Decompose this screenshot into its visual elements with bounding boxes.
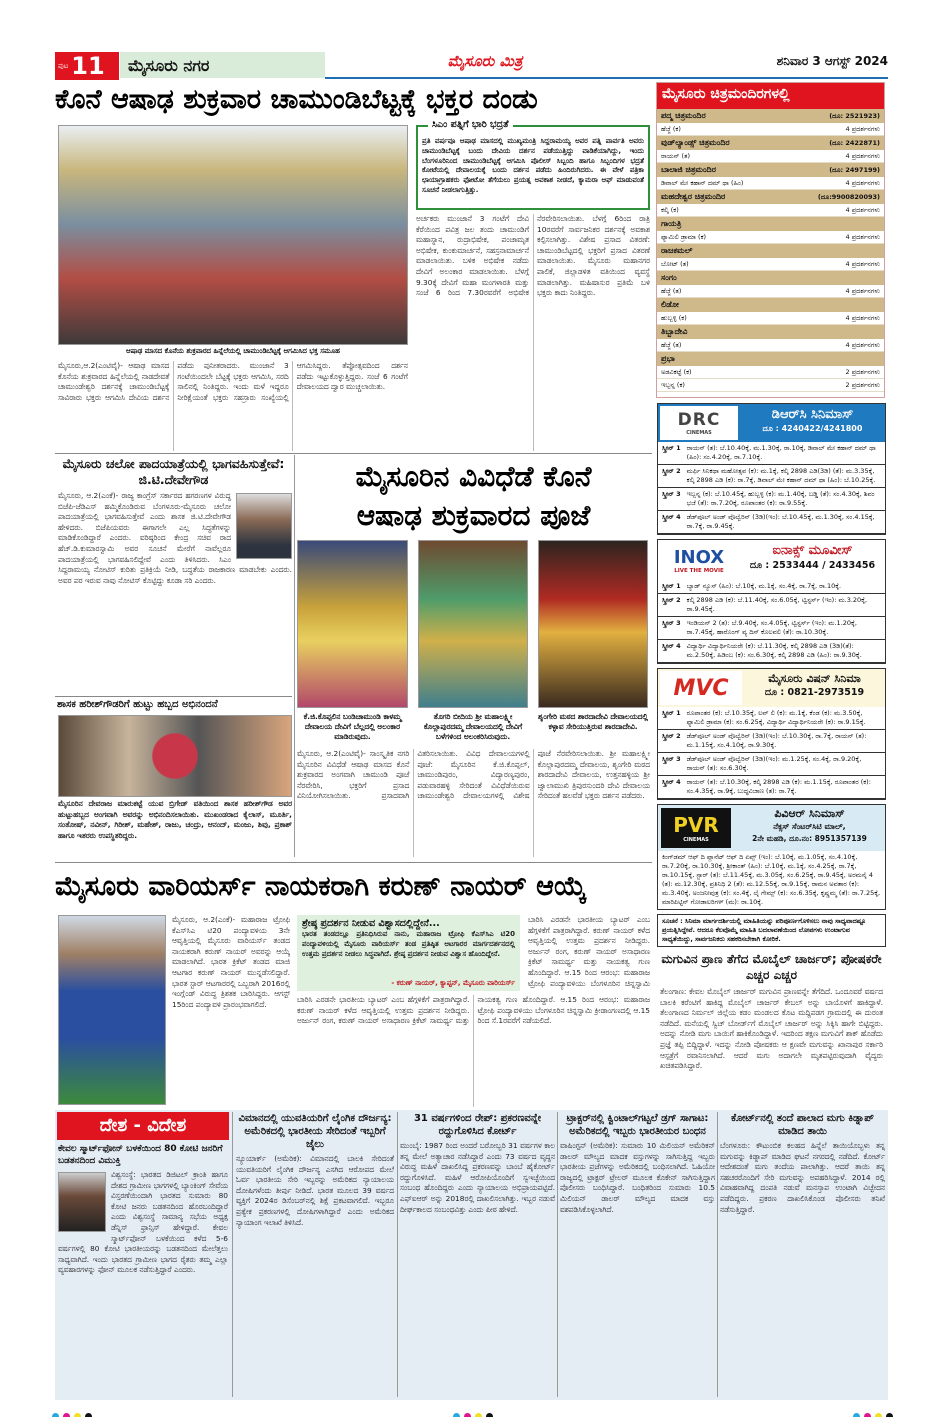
karun-headline: ಮೈಸೂರು ವಾರಿಯರ್ಸ್ ನಾಯಕರಾಗಿ ಕರುಣ್ ನಾಯರ್ ಆಯ್ಕೆ — [55, 871, 587, 902]
shows-label: ಪ್ರದರ್ಶನಗಳು — [851, 340, 880, 349]
shows-label: ಪ್ರದರ್ಶನಗಳು — [851, 313, 880, 322]
lead-photo-caption: ಆಷಾಢ ಮಾಸದ ಕೊನೆಯ ಶುಕ್ರವಾರದ ಹಿನ್ನೆಲೆಯಲ್ಲಿ ಚಾಮುಂಡಿಬೆಟ್ಟಕ್ಕೆ ಆಗಮಿಸಿದ ಭಕ್ತ ಸಮೂಹ — [126, 347, 340, 355]
movie-row — [657, 379, 884, 392]
inox-logo — [658, 540, 740, 580]
shows-label: ಪ್ರದರ್ಶನಗಳು — [851, 367, 880, 376]
divider — [55, 862, 652, 863]
inox-logo-sub: LIVE THE MOVIE — [674, 567, 724, 574]
divider — [294, 455, 295, 857]
lead-body-left: ಮೈಸೂರು,ಆ.2(ಎಂಟಿವೈ)- ಆಷಾಢ ಮಾಸದ ಕೊನೆಯ ಶುಕ್ರವಾರದ ಹಿನ್ನೆಲೆಯಲ್ಲಿ ನಾಡದೇವತೆ ಚಾಮುಂಡೇಶ್ವರಿ ದರ್ಶನಕ್ಕೆ ಚಾಮುಂಡಿಬೆಟ್ಟಕ್ಕೆ ಸಾವಿರಾರು ಭಕ್ತರು ಆಗಮಿಸಿ ದೇವಿಯ ದರ್ಶನ ಪಡೆದು ಪುನೀತರಾದರು. ಮುಂಜಾನೆ 3 ಗಂಟೆಯಿಂದಲೇ ಬೆಟ್ಟಕ್ಕೆ ಭಕ್ತರು ಆಗಮಿಸಿ, ಸರದಿ ಸಾಲಿನಲ್ಲಿ ನಿಂತಿದ್ದರು. ಇಂದು ಮಳೆ ಇದ್ದರೂ ನೀರಿಕ್ಷೆಯಂತೆ ಭಕ್ತರು ಸಹಸ್ರಾರು ಸಂಖ್ಯೆಯಲ್ಲಿ ಆಗಮಿಸಿದ್ದರು. ತೆಪ್ಪೋತ್ಸವದಿಂದ ದರ್ಶನ ಪಡೆದು ಇಟ್ಟುಕೊಳ್ಳುತ್ತಿದ್ದರು. ಸಂಜೆ 6 ಗಂಟೆಗೆ ದೇವಾಲಯದ ದ್ವಾರ ಮುಚ್ಚಲಾಯಿತು. — [58, 361, 408, 402]
theatre-header — [657, 244, 884, 258]
story-headline: 31 ವರ್ಷಗಳಿಂದ ರೇಪ್: ಪ್ರಕರಣವನ್ನೇ ರದ್ದುಗೊಳಿಸಿದ ಕೋರ್ಟ್ — [413, 1113, 542, 1137]
movie-title: ಫ್ಯಾಮಿಲಿ ಡ್ರಾಮಾ (ಕ) — [661, 232, 707, 241]
karun-quote-author: - ಕರುಣ್ ನಾಯರ್, ಕ್ಯಾಪ್ಟನ್, ಮೈಸೂರು ವಾರಿಯರ್ಸ್ — [391, 979, 515, 987]
screen-showtimes: ಬ್ಯಾಡ್ ನ್ಯೂಸ್ (ಹಿಂ): ಬೆ.10ಕ್ಕೆ, ಮ.1ಕ್ಕೆ, ಸಂ.4ಕ್ಕೆ, ರಾ.7ಕ್ಕೆ, ರಾ.10ಕ್ಕೆ. — [686, 582, 842, 590]
screen-showtimes: ಮರ್ಫಿ ಸಿನಿಕಥಾ ಮಹೋತ್ಸವ (ಕ): ಮ.1ಕ್ಕೆ, ಕಲ್ಕಿ 2898 ಎಡಿ(3ಡಿ) (ತೆ): ಮ.3.35ಕ್ಕೆ, ಕಲ್ಕಿ 2898 ಎಡಿ (ಕ): ರಾ.7ಕ್ಕೆ, ಡಿವಾಲ್ ಮೇ ಕಹಾನ್ ದಮ್ ಥಾ (ಹಿಂ): ಬೆ.10.25ಕ್ಕೆ. — [686, 467, 876, 484]
karun-quote-title: ಶ್ರೇಷ್ಠ ಪ್ರದರ್ಶನ ನೀಡುವ ವಿಶ್ವಾಸದಲ್ಲಿದ್ದೇನೆ... — [302, 918, 440, 929]
drc-phone: ದೂ : 4240422/4241800 — [762, 424, 863, 433]
theatre-name: ಸಂಗಂ — [661, 273, 677, 282]
story-body: ವಾಷಿಂಗ್ಟನ್ (ಅಮೆರಿಕ): ಸುಮಾರು 10 ಮಿಲಿಯನ್ ಅಮೆರಿಕನ್ ಡಾಲರ್ ಮೌಲ್ಯದ ಮಾದಕ ವಸ್ತುಗಳನ್ನು ಸಾಗಿಸುತ್ತಿದ್ದ ಇಬ್ಬರು ಭಾರತೀಯ ಪ್ರಜೆಗಳನ್ನು ಅಮೆರಿಕದಲ್ಲಿ ಬಂಧಿಸಲಾಗಿದೆ. ಓಹಿಯೋ ರಾಜ್ಯದಲ್ಲಿ ಟ್ರಾಕ್ಟರ್ ಟ್ರೇಲರ್ ಮೂಲಕ ಕೊಕೇನ್ ಸಾಗಿಸುತ್ತಿದ್ದಾಗ ಪೊಲೀಸರು ಬಂಧಿಸಿದ್ದಾರೆ. ಬಂಧಿತರಿಂದ ಸುಮಾರು 10.5 ಮಿಲಿಯನ್ ಡಾಲರ್ ಮೌಲ್ಯದ ಮಾದಕ ವಸ್ತು ವಶಪಡಿಸಿಕೊಳ್ಳಲಾಗಿದೆ. — [560, 1141, 715, 1214]
mvc-phone: ದೂ : 0821-2973519 — [764, 687, 865, 698]
theatre-header — [657, 271, 884, 285]
screen-label: ಸ್ಕ್ರೀನ್ 4 — [662, 778, 681, 786]
story-body: ಬೆಂಗಳೂರು: ಕೌಟುಂಬಿಕ ಕಲಹದ ಹಿನ್ನೆಲೆ ತಾಯಿಯೊಬ್ಬಳು ತನ್ನ ಮಗುವನ್ನು ಕಿಡ್ನಾಪ್ ಮಾಡಿದ ಘಟನೆ ನಗರದಲ್ಲಿ ನಡೆದಿದೆ. ಕೋರ್ಟ್ ಆದೇಶದಂತೆ ಮಗು ತಂದೆಯ ಪಾಲಾಗಿತ್ತು. ಆದರೆ ತಾಯಿ ತನ್ನ ಸಹಚರರೊಂದಿಗೆ ಸೇರಿ ಮಗುವನ್ನು ಅಪಹರಿಸಿದ್ದಾಳೆ. 2014 ರಲ್ಲಿ ವಿವಾಹವಾಗಿದ್ದ ದಂಪತಿ ನಡುವೆ ಮನಸ್ತಾಪ ಉಂಟಾಗಿ ವಿಚ್ಛೇದನ ಪಡೆದಿದ್ದರು. ಪ್ರಕರಣ ದಾಖಲಿಸಿಕೊಂಡ ಪೊಲೀಸರು ತನಿಖೆ ನಡೆಸುತ್ತಿದ್ದಾರೆ. — [720, 1141, 885, 1214]
pvr-cinema-ad — [657, 804, 886, 910]
show-count: 4 — [845, 259, 850, 268]
screen-row — [658, 730, 885, 753]
karun-body-left: ಮೈಸೂರು, ಆ.2(ಎಂಕೆ)- ಮಹಾರಾಜ ಟ್ರೋಫಿ ಕೆಎಸ್‌ಸಿಎ ಟಿ20 ಪಂದ್ಯಾವಳಿಯ 3ನೇ ಆವೃತ್ತಿಯಲ್ಲಿ ಮೈಸೂರು ವಾರಿಯರ್ಸ್ ತಂಡದ ನಾಯಕರಾಗಿ ಕರುಣ್ ನಾಯರ್ ಅವರನ್ನು ಆಯ್ಕೆ ಮಾಡಲಾಗಿದೆ. ಭಾರತ ಕ್ರಿಕೆಟ್ ತಂಡದ ಮಾಜಿ ಆಟಗಾರ ಕರುಣ್ ನಾಯರ್ ಮುನ್ನಡೆಸಲಿದ್ದಾರೆ. ಭಾರತ ಸ್ಟಾರ್ ಆಟಗಾರರಲ್ಲಿ ಒಬ್ಬರಾಗಿ 2016ರಲ್ಲಿ ಇಂಗ್ಲೆಂಡ್ ವಿರುದ್ಧ ತ್ರಿಶತಕ ಬಾರಿಸಿದ್ದರು. ಆಗಸ್ಟ್ 15ರಿಂದ ಪಂದ್ಯಾವಳಿ ಪ್ರಾರಂಭವಾಗಲಿದೆ. — [172, 915, 290, 1009]
movie-title: ಅಡವಿಕಟ್ಟೆ (ಕ) — [661, 367, 692, 376]
pvr-address: ನೆಕ್ಸಸ್ ಸೆಂಟರ್‌ಸಿಟಿ ಮಾಲ್, — [773, 822, 846, 831]
story-court — [400, 1112, 555, 1397]
screen-label: ಸ್ಕ್ರೀನ್ 1 — [662, 582, 681, 590]
screen-row — [658, 707, 885, 730]
lead-body-right: ಅರ್ಚಕರು ಮುಂಜಾನೆ 3 ಗಂಟೆಗೆ ದೇವಿ ಕೆರೆಯಿಂದ ಪವಿತ್ರ ಜಲ ತಂದು ಚಾಮುಂಡಿಗೆ ಮಹಾಸ್ನಾನ, ರುದ್ರಾಭಿಷೇಕ, ಪಂಚಾಮೃತ ಅಭಿಷೇಕ, ಕುಂಕುಮಾರ್ಚನೆ, ಸಹಸ್ರನಾಮಾರ್ಚನೆ ಮಾಡಲಾಯಿತು. ಬಳಿಕ ಅಭಿಷೇಕ ನಡೆದು ದೇವಿಗೆ ಅಲಂಕಾರ ಮಾಡಲಾಯಿತು. ಬೆಳಗ್ಗೆ 9.30ಕ್ಕೆ ದೇವಿಗೆ ಮಹಾ ಮಂಗಳಾರತಿ ಮತ್ತು ಸಂಜೆ 6 ರಿಂದ 7.30ರವರೆಗೆ ಅಭಿಷೇಕ ನೆರವೇರಿಸಲಾಯಿತು. ಬೆಳಗ್ಗೆ 6ರಿಂದ ರಾತ್ರಿ 10ರವರೆಗೆ ಸಾರ್ವಜನಿಕರ ದರ್ಶನಕ್ಕೆ ಅವಕಾಶ ಕಲ್ಪಿಸಲಾಗಿತ್ತು. ವಿಶೇಷ ಪ್ರಸಾದ ವಿತರಣೆ: ಚಾಮುಂಡಿಬೆಟ್ಟದಲ್ಲಿ ಭಕ್ತರಿಗೆ ಪ್ರಸಾದ ವಿತರಣೆ ಮಾಡಲಾಯಿತು. ಮೈಸೂರು ಮಹಾನಗರ ಪಾಲಿಕೆ, ಜಿಲ್ಲಾಡಳಿತ ವತಿಯಿಂದ ವ್ಯವಸ್ಥೆ ಮಾಡಲಾಗಿತ್ತು. ಮಹಿಷಾಸುರ ಪ್ರತಿಮೆ ಬಳಿ ಭಕ್ತರು ಕಾದು ನಿಂತಿದ್ದರು. — [416, 214, 650, 298]
charger-headline: ಮಗುವಿನ ಪ್ರಾಣ ತೆಗೆದ ಮೊಬೈಲ್ ಚಾರ್ಜರ್; ಪೋಷಕರೇ ಎಚ್ಚರ ಎಚ್ಚರ — [661, 952, 882, 982]
divider — [232, 1112, 233, 1397]
screen-label: ಸ್ಕ್ರೀನ್ 2 — [662, 596, 681, 604]
show-count: 4 — [845, 340, 850, 349]
screen-label: ಸ್ಕ್ರೀನ್ 2 — [662, 732, 681, 740]
story-drugs — [560, 1112, 715, 1397]
theatre-name: ಬಾಲಾಜಿ ಚಿತ್ರಮಂದಿರ — [661, 165, 716, 174]
theatre-header — [657, 163, 884, 177]
screen-showtimes: ಡೆಡ್‌ಪೂಲ್ ಅಂಡ್ ವೊಲ್ವೆರಿನ್ (3ಡಿ)(ಇಂ): ಬೆ.10.45ಕ್ಕೆ, ಮ.1.30ಕ್ಕೆ, ಸಂ.4.15ಕ್ಕೆ, ರಾ.7ಕ್ಕೆ, ರಾ.9.45ಕ್ಕೆ. — [686, 513, 875, 530]
puja-headline-line1: ಮೈಸೂರಿನ ವಿವಿಧೆಡೆ ಕೊನೆ — [355, 460, 592, 493]
divider — [397, 1112, 398, 1397]
puja-photo-1 — [297, 540, 408, 708]
theatre-phone: (ದೂ:9900820093) — [817, 192, 880, 201]
movie-row — [657, 285, 884, 298]
theatre-name: ಗಾಯತ್ರಿ — [661, 219, 682, 228]
mvc-logo: MVC — [660, 671, 742, 705]
divider — [55, 696, 292, 697]
harish-caption: ಮೈಸೂರಿನ ದೇವರಾಜ ಮಾರುಕಟ್ಟೆ ಯುವ ಬ್ರಿಗೇಡ್ ವತಿಯಿಂದ ಶಾಸಕ ಹರೀಶ್‌ಗೌಡ ಅವರ ಹುಟ್ಟುಹಬ್ಬದ ಅಂಗವಾಗಿ ಅವರನ್ನು ಅಭಿನಂದಿಸಲಾಯಿತು. ಮುಖಂಡರಾದ ಕೈಲಾಸ್, ಮೂರ್ತಿ, ಸಂತೋಷ್, ನವೀನ್, ಗಿರೀಶ್, ಮಹೇಶ್, ರಾಜು, ಚಂದ್ರು, ಆನಂದ್, ಮಂಜು, ಶಿವು, ಪ್ರಕಾಶ್ ಹಾಗೂ ಇತರರು ಉಪಸ್ಥಿತರಿದ್ದರು. — [58, 799, 292, 840]
theatre-phone: (ದೂ: 2422871) — [829, 138, 880, 147]
drc-cinema-ad — [657, 403, 886, 535]
page-number-badge — [55, 52, 119, 80]
movie-row — [657, 258, 884, 271]
divider — [717, 1112, 718, 1397]
movie-title: ಹುಬ್ಬಳ್ಳಿ (ಕ) — [661, 313, 687, 322]
inox-screens — [658, 580, 885, 663]
movie-title: ಹೆಜ್ಜೆ (ಕ) — [661, 124, 681, 133]
movie-title: ರಾಯನ್ (ತ) — [661, 151, 690, 160]
story-body-wrap — [58, 1170, 228, 1276]
section-title: ಮೈಸೂರು ನಗರ — [120, 52, 325, 78]
story-body: ಮುಂಬೈ: 1987 ರಿಂದ ಅಂದರೆ ಬರೋಬ್ಬರಿ 31 ವರ್ಷಗಳ ಕಾಲ ತನ್ನ ಮೇಲೆ ಅತ್ಯಾಚಾರ ನಡೆಸಿದ್ದಾರೆ ಎಂದು 73 ವರ್ಷದ ವೃದ್ಧನ ವಿರುದ್ಧ ಮಹಿಳೆ ದಾಖಲಿಸಿದ್ದ ಪ್ರಕರಣವನ್ನು ಬಾಂಬೆ ಹೈಕೋರ್ಟ್ ರದ್ದುಗೊಳಿಸಿದೆ. ಮಹಿಳೆ ಆರೋಪಿಯೊಂದಿಗೆ ಸ್ವಇಚ್ಛೆಯಿಂದ ಸಂಬಂಧ ಹೊಂದಿದ್ದರು ಎಂದು ನ್ಯಾಯಾಲಯ ಅಭಿಪ್ರಾಯಪಟ್ಟಿದೆ. ಎಫ್‌ಐಆರ್ ಅನ್ನು 2018ರಲ್ಲಿ ದಾಖಲಿಸಲಾಗಿತ್ತು. ಇಬ್ಬರ ನಡುವೆ ದೀರ್ಘಕಾಲದ ಸಂಬಂಧವಿತ್ತು ಎಂದು ಪೀಠ ಹೇಳಿದೆ. — [400, 1141, 555, 1214]
story-body: ವಿಶ್ವಸಂಸ್ಥೆ: ಭಾರತದ ಡಿಜಿಟಲ್ ಕ್ರಾಂತಿ ಹಾಗೂ ದೇಶದ ಗ್ರಾಮೀಣ ಭಾಗಗಳಲ್ಲಿ ಬ್ಯಾಂಕಿಂಗ್ ಸೇವೆಯ ವಿಸ್ತರಣೆಯಿಂದಾಗಿ ಭಾರತದ ಸುಮಾರು 80 ಕೋಟಿ ಜನರು ಬಡತನದಿಂದ ಹೊರಬಂದಿದ್ದಾರೆ ಎಂದು ವಿಶ್ವಸಂಸ್ಥೆ ಸಾಮಾನ್ಯ ಸಭೆಯ ಅಧ್ಯಕ್ಷ ಡೆನ್ನಿಸ್ ಫ್ರಾನ್ಸಿಸ್ ಹೇಳಿದ್ದಾರೆ. ಕೇವಲ ಸ್ಮಾರ್ಟ್‌ಫೋನ್ ಬಳಕೆಯಿಂದ ಕಳೆದ 5-6 ವರ್ಷಗಳಲ್ಲಿ 80 ಕೋಟಿ ಭಾರತೀಯರನ್ನು ಬಡತನದಿಂದ ಮೇಲೆತ್ತಲು ಸಾಧ್ಯವಾಗಿದೆ. ಇಂದು ಭಾರತದ ಗ್ರಾಮೀಣ ಭಾಗದ ರೈತರು ತಮ್ಮ ಎಲ್ಲಾ ವ್ಯವಹಾರಗಳನ್ನು ಫೋನ್ ಮೂಲಕ ನಡೆಸುತ್ತಿದ್ದಾರೆ ಎಂದರು. — [58, 1170, 228, 1275]
screen-label: ಸ್ಕ್ರೀನ್ 1 — [662, 709, 681, 717]
theatre-header — [657, 325, 884, 339]
header-rule — [325, 77, 888, 79]
puja-caption-3: ಶೃಂಗೇರಿ ಮಠದ ಶಾರದಾದೇವಿ ದೇವಾಲಯದಲ್ಲಿ ಕಳ್ಳಾವ ಸೇರಿಯುತ್ತಿರುವ ಶಾರದಾದೇವಿ. — [538, 712, 648, 731]
show-count: 4 — [845, 313, 850, 322]
pvr-showtimes: ಕಿಂಗ್‌ಡಮ್ ಆಫ್ ದಿ ಪ್ಲಾನೆಟ್ ಆಫ್ ದಿ ಏಪ್ಸ್ (ಇಂ): ಬೆ.10ಕ್ಕೆ, ಮ.1.05ಕ್ಕೆ, ಸಂ.4.10ಕ್ಕೆ, ರಾ.7.20ಕ್ಕೆ, ರಾ.10.30ಕ್ಕೆ, ಶ್ರೀಕಾಂತ್ (ಹಿಂ): ಬೆ.10ಕ್ಕೆ, ಮ.1ಕ್ಕೆ, ಸಂ.4.25ಕ್ಕೆ, ರಾ.7ಕ್ಕೆ, ರಾ.10.15ಕ್ಕೆ, ಸ್ಟಾರ್ (ತ): ಬೆ.11.45ಕ್ಕೆ, ಮ.3.05ಕ್ಕೆ, ಸಂ.6.25ಕ್ಕೆ, ರಾ.9.45ಕ್ಕೆ, ಅರಮನೈ 4 (ತ): ಮ.12.30ಕ್ಕೆ, ಪ್ರತಿನಿಧಿ 2 (ತೆ): ಮ.12.55ಕ್ಕೆ, ರಾ.9.15ಕ್ಕೆ, ರಾಮನ ಅವತಾರ (ಕ): ಮ.3.40ಕ್ಕೆ, ಅಂಜನೀಪುತ್ರ (ಕ): ಸಂ.4ಕ್ಕೆ, ಲೈ ಗೇಮ್ಸ್ (ಕ): ಸಂ.6.35ಕ್ಕೆ, ಕೃಷ್ಣಮ್ಮ (ತೆ): ರಾ.7.25ಕ್ಕೆ, ಮಾರಿಪಿಟ್ಟಿನ್ ಗೋಡಾಲರಿಗಳ್ (ಮ): ರಾ.10ಕ್ಕೆ. — [662, 853, 881, 906]
gtd-portrait — [236, 493, 292, 559]
puja-body: ಮೈಸೂರು, ಆ.2(ಎಂಟಿವೈ)- ಸಾಂಸ್ಕೃತಿಕ ನಗರಿ ಮೈಸೂರಿನ ವಿವಿಧೆಡೆ ಆಷಾಢ ಮಾಸದ ಕೊನೆ ಶುಕ್ರವಾರದ ಅಂಗವಾಗಿ ಚಾಮುಂಡಿ ಪೂಜೆ ನೆರವೇರಿಸಿ, ಭಕ್ತರಿಗೆ ಪ್ರಸಾದ ವಿನಿಯೋಗಿಸಲಾಯಿತು. ಪ್ರಸಾದವಾಗಿ ವಿತರಿಸಲಾಯಿತು. ವಿವಿಧ ದೇವಾಲಯಗಳಲ್ಲಿ ಪೂಜೆ: ಮೈಸೂರಿನ ಕೆ.ಜಿ.ಕೊಪ್ಪಲ್, ಚಾಮುಂಡಿಪುರಂ, ವಿದ್ಯಾರಣ್ಯಪುರಂ, ಪಡುವಾರಹಳ್ಳಿ ಸೇರಿದಂತೆ ವಿವಿಧೆಡೆಯಿರುವ ಚಾಮುಂಡೇಶ್ವರಿ ದೇವಾಲಯಗಳಲ್ಲಿ ವಿಶೇಷ ಪೂಜೆ ನೆರವೇರಿಸಲಾಯಿತು. ಶ್ರೀ ಮಹಾಲಕ್ಷ್ಮೀ ಕೊಲ್ಲಾಪುರದಮ್ಮ ದೇವಾಲಯ, ಶೃಂಗೇರಿ ಮಠದ ಶಾರದಾದೇವಿ ದೇವಾಲಯ, ಉತ್ತನಹಳ್ಳಿಯ ಶ್ರೀ ಜ್ವಾಲಾಮುಖಿ ತ್ರಿಪುರಸುಂದರಿ ದೇವಿ ದೇವಾಲಯ ಸೇರಿದಂತೆ ಹಲವೆಡೆ ಭಕ್ತರು ದರ್ಶನ ಪಡೆದರು. — [297, 749, 650, 801]
lead-photo — [58, 125, 408, 345]
screen-row — [658, 488, 885, 511]
show-count: 4 — [845, 286, 850, 295]
movie-row — [657, 177, 884, 190]
inox-cinema-ad — [657, 539, 886, 664]
right-column-stack — [657, 403, 886, 1107]
karun-body-right-col: ಬಾರಿಸಿ ಎರಡನೇ ಭಾರತೀಯ ಬ್ಯಾಟರ್ ಎಂಬ ಹೆಗ್ಗಳಿಕೆಗೆ ಪಾತ್ರರಾಗಿದ್ದಾರೆ. ಕರುಣ್ ನಾಯರ್ ಕಳೆದ ಆವೃತ್ತಿಯಲ್ಲಿ ಉತ್ತಮ ಪ್ರದರ್ಶನ ನೀಡಿದ್ದರು. ಅರ್ಜುನ್ ರಂಗ, ಕರುಣ್ ನಾಯರ್ ಅಸಾಧಾರಣ ಕ್ರಿಕೆಟ್ ಸಾಮರ್ಥ್ಯ ಮತ್ತು ನಾಯಕತ್ವ ಗುಣ ಹೊಂದಿದ್ದಾರೆ. ಆ.15 ರಿಂದ ಆರಂಭ: ಮಹಾರಾಜ ಟ್ರೋಫಿ ಪಂದ್ಯಾವಳಿಯು ಬೆಂಗಳೂರಿನ ಚಿನ್ನಸ್ವಾಮಿ — [528, 915, 650, 988]
movie-title: ಬೋಟ್ (ತ) — [661, 259, 689, 268]
theatre-header — [657, 136, 884, 150]
story-headline: ಕೋರ್ಟ್‌ನಲ್ಲಿ ತಂದೆ ಪಾಲಾದ ಮಗು ಕಿಡ್ನಾಪ್ ಮಾಡಿದ ತಾಯಿ — [731, 1113, 874, 1137]
show-count: 2 — [845, 380, 850, 389]
theatre-name: ರಾಜಕಮಲ್ — [661, 246, 693, 255]
screen-row — [658, 511, 885, 534]
gtd-story — [55, 456, 292, 694]
puja-caption-1: ಕೆ.ಜಿ.ಕೊಪ್ಪಲಿನ ಬಂಡಿಚಾಮುಂಡಿ ಕಾಳಮ್ಮ ದೇವಾಲಯ ದೇವಿಗೆ ಬೆಲ್ಲದಲ್ಲಿ ಅಲಂಕಾರ ಮಾಡಿರುವುದು. — [303, 712, 402, 741]
movie-title: ಹೆಜ್ಜೆ (ತ) — [661, 286, 682, 295]
lead-headline: ಕೊನೆ ಆಷಾಢ ಶುಕ್ರವಾರ ಚಾಮುಂಡಿಬೆಟ್ಟಕ್ಕೆ ಭಕ್ತರ ದಂಡು — [55, 84, 538, 115]
theatre-name: ವುಡ್‌ಲ್ಯಾಂಡ್ಸ್ ಚಿತ್ರಮಂದಿರ — [661, 138, 730, 147]
screen-row — [658, 776, 885, 799]
cm-wife-box — [416, 125, 650, 210]
screen-showtimes: ಇಂಡಿಯನ್ 2 (ತ): ಬೆ.9.40ಕ್ಕೆ, ಸಂ.4.05ಕ್ಕೆ, ಟ್ವಿಸ್ಟರ್ಸ್ (ಇಂ): ಮ.1.20ಕ್ಕೆ, ರಾ.7.45ಕ್ಕೆ, ಹಾರೊಂಗ್ ವ್ಯ ದಿಸ್ ಕೊಲವಲಿ (ತೆ): ರಾ.10.30ಕ್ಕೆ. — [686, 619, 857, 636]
story-headline: ವಿಮಾನದಲ್ಲಿ ಯುವತಿಯರಿಗೆ ಲೈಂಗಿಕ ದೌರ್ಜನ್ಯ: ಅಮೆರಿಕದಲ್ಲಿ ಭಾರತೀಯ ಸೇರಿದಂತೆ ಇಬ್ಬರಿಗೆ ಜೈಲು — [238, 1113, 392, 1150]
puja-caption-2: ತೊಗರಿ ಬೀದಿಯ ಶ್ರೀ ಮಹಾಲಕ್ಷ್ಮೀ ಕೊಲ್ಲಾಪುರದಮ್ಮ ದೇವಾಲಯದಲ್ಲಿ ದೇವಿಗೆ ಬಳೆಗಳಿಂದ ಅಲಂಕರಿಸಿರುವುದು. — [423, 712, 523, 741]
movie-title: ಕಲ್ಕಿ (ಕ) — [661, 205, 679, 214]
theatre-name: ಪದ್ಮ ಚಿತ್ರಮಂದಿರ — [661, 111, 706, 120]
charger-body: ತೆಲಂಗಾಣ: ಕೇವಲ ಮೊಬೈಲ್ ಚಾರ್ಜರ್ ಮಗುವಿನ ಪ್ರಾಣವನ್ನೇ ತೆಗೆದಿದೆ. ಒಂದೂವರೆ ವರ್ಷದ ಬಾಲಕಿ ಕರೆಂಟಿಗೆ ಹಾಕಿದ್ದ ಮೊಬೈಲ್ ಚಾರ್ಜರ್ ಕೇಬಲ್ ಅನ್ನು ಬಾಯೊಳಗೆ ಹಾಕಿದ್ದಾಳೆ. ತೆಲಂಗಾಣದ ನಿರ್ಮಲ್ ಜಿಲ್ಲೆಯ ಕಡಂ ಮಂಡಲದ ಕೊಟ ಮದ್ದಿಪಡಗ ಗ್ರಾಮದಲ್ಲಿ ಈ ದುರಂತ ನಡೆದಿದೆ. ಮನೆಯಲ್ಲಿ ಸ್ವಿಚ್ ಬೋರ್ಡ್‌ಗೆ ಮೊಬೈಲ್ ಚಾರ್ಜರ್ ಅನ್ನು ಸಿಕ್ಕಿಸಿ ಹಾಗೇ ಬಿಟ್ಟಿದ್ದರು. ಅದನ್ನು ನೋಡಿ ಮಗು ಬಾಯಿಗೆ ಹಾಕಿಕೊಂಡಿದ್ದಾಳೆ. ಇದರಿಂದ ತಕ್ಷಣ ಮಗುವಿಗೆ ಶಾಕ್ ಹೊಡೆದು ಪ್ರಜ್ಞೆ ತಪ್ಪಿ ಬಿದ್ದಿದ್ದಾಳೆ. ಇದನ್ನು ನೋಡಿ ಪೋಷಕರು ಆ ಕ್ಷಣವೇ ಮಗುವನ್ನು ಖಾನಾಪುರ ಸರ್ಕಾರಿ ಆಸ್ಪತ್ರೆಗೆ ರವಾನಿಸಲಾಗಿದೆ. ಆದರೆ ಮಗು ಅದಾಗಲೇ ಮೃತಪಟ್ಟಿರುವುದಾಗಿ ವೈದ್ಯರು ಖಚಿತಪಡಿಸಿದ್ದಾರೆ. — [660, 987, 883, 1071]
movie-row — [657, 204, 884, 217]
shows-label: ಪ್ರದರ್ಶನಗಳು — [851, 380, 880, 389]
screen-showtimes: ಡೆಡ್‌ಪೂಲ್ ಅಂಡ್ ವೊಲ್ವೆರಿನ್ (3ಡಿ)(ಇಂ): ಬೆ.10.30ಕ್ಕೆ, ರಾ.7ಕ್ಕೆ, ರಾಯನ್ (ತ): ಮ.1.15ಕ್ಕೆ, ಸಂ.4.10ಕ್ಕೆ, ರಾ.9.30ಕ್ಕೆ. — [686, 732, 867, 749]
movie-row — [657, 231, 884, 244]
gtd-body-wrap — [55, 491, 292, 694]
shows-label: ಪ್ರದರ್ಶನಗಳು — [851, 286, 880, 295]
karun-quote-box — [297, 915, 520, 991]
screen-label: ಸ್ಕ್ರೀನ್ 4 — [662, 642, 681, 650]
inox-name: ಐನಾಕ್ಸ್ ಮೂವೀಸ್ — [772, 543, 853, 558]
screen-showtimes: ಡೆಡ್‌ಪೂಲ್ ಅಂಡ್ ವೊಲ್ವೆರಿನ್ (3ಡಿ)(ಇಂ): ಮ.1.25ಕ್ಕೆ, ಸಂ.4ಕ್ಕೆ, ರಾ.9.20ಕ್ಕೆ, ರಾಯನ್ (ತ): ಸಂ.6.30ಕ್ಕೆ. — [686, 755, 862, 772]
show-count: 2 — [845, 367, 850, 376]
shows-label: ಪ್ರದರ್ಶನಗಳು — [851, 178, 880, 187]
movie-title: ಇಬ್ಬನ್ನ (ಕ) — [661, 380, 685, 389]
cm-wife-box-title: ಸಿಎಂ ಪತ್ನಿಗೆ ಭಾರಿ ಭದ್ರತೆ — [428, 119, 513, 131]
drc-screens — [658, 442, 885, 534]
shows-label: ಪ್ರದರ್ಶನಗಳು — [851, 151, 880, 160]
page-label: ಪುಟ — [58, 61, 69, 70]
show-count: 4 — [845, 124, 850, 133]
harish-photo — [58, 715, 292, 797]
page-number: 11 — [71, 52, 105, 80]
drc-name: ಡಿಆರ್‌ಸಿ ಸಿನಿಮಾಸ್ — [771, 407, 854, 422]
theatre-name: ತಿಬ್ಬಾದೇವಿ — [661, 327, 688, 336]
screen-row — [658, 640, 885, 663]
puja-headline-line2: ಆಷಾಢ ಶುಕ್ರವಾರದ ಪೂಜೆ — [356, 499, 591, 532]
mvc-name: ಮೈಸೂರು ವಿಷನ್ ಸಿನಿಮಾ — [768, 672, 861, 685]
theatre-header — [657, 352, 884, 366]
screen-showtimes: ರಾಯನ್ (ತ): ಬೆ.10.40ಕ್ಕೆ, ಮ.1.30ಕ್ಕೆ, ರಾ.10ಕ್ಕೆ, ಡಿವಾಲ್ ಮೇ ಕಹಾನ್ ದಮ್ ಥಾ (ಹಿಂ): ಸಂ.4.20ಕ್ಕೆ, ರಾ.7.10ಕ್ಕೆ. — [686, 444, 876, 461]
inox-phone: ದೂ : 2533444 / 2433456 — [749, 560, 876, 571]
puja-photo-2 — [418, 540, 528, 708]
theatre-header — [657, 217, 884, 231]
cinema-notice: ಸೂಚನೆ : ಸಿನಿಮಾ ಮಾರ್ಗದರ್ಶಿಯಲ್ಲಿ ಮಾಹಿತಿಯನ್ನು ಪರಿಪೂರ್ಣಗೊಳಿಸಲು ನಾವು ಸಾಧ್ಯವಾದಷ್ಟೂ ಪ್ರಯತ್ನಿಸಿದ್ದೇವೆ. ಆದರೂ ಕೆಲವೊಮ್ಮೆ ಮಾಹಿತಿ ಬದಲಾವಣೆಯಿಂದ ಲೋಪಗಳು ಉಂಟಾಗುವ ಸಾಧ್ಯತೆಯಿದ್ದು, ಸಾರ್ವಜನಿಕರು ಸಹಕರಿಸಬೇಕಾಗಿ ಕೋರಿಕೆ. — [657, 914, 886, 947]
issue-date: ಶನಿವಾರ 3 ಆಗಸ್ಟ್ 2024 — [776, 54, 888, 68]
movie-row — [657, 312, 884, 325]
story-headline: ಕೇವಲ ಸ್ಮಾರ್ಟ್‌ಫೋನ್ ಬಳಕೆಯಿಂದ 80 ಕೋಟಿ ಜನರಿಗೆ ಬಡತನದಿಂದ ವಿಮುಕ್ತಿ — [58, 1144, 223, 1166]
karun-body-right: ಬಾರಿಸಿ ಎರಡನೇ ಭಾರತೀಯ ಬ್ಯಾಟರ್ ಎಂಬ ಹೆಗ್ಗಳಿಕೆಗೆ ಪಾತ್ರರಾಗಿದ್ದಾರೆ. ಕರುಣ್ ನಾಯರ್ ಕಳೆದ ಆವೃತ್ತಿಯಲ್ಲಿ ಉತ್ತಮ ಪ್ರದರ್ಶನ ನೀಡಿದ್ದರು. ಅರ್ಜುನ್ ರಂಗ, ಕರುಣ್ ನಾಯರ್ ಅಸಾಧಾರಣ ಕ್ರಿಕೆಟ್ ಸಾಮರ್ಥ್ಯ ಮತ್ತು ನಾಯಕತ್ವ ಗುಣ ಹೊಂದಿದ್ದಾರೆ. ಆ.15 ರಿಂದ ಆರಂಭ: ಮಹಾರಾಜ ಟ್ರೋಫಿ ಪಂದ್ಯಾವಳಿಯು ಬೆಂಗಳೂರಿನ ಚಿನ್ನಸ್ವಾಮಿ ಕ್ರೀಡಾಂಗಣದಲ್ಲಿ ಆ.15 ರಿಂದ ಸೆ.1ರವರೆಗೆ ನಡೆಯಲಿದೆ. — [297, 995, 650, 1026]
pvr-logo-text: PVR — [673, 813, 719, 837]
shows-label: ಪ್ರದರ್ಶನಗಳು — [851, 232, 880, 241]
screen-label: ಸ್ಕ್ರೀನ್ 3 — [662, 755, 681, 763]
screen-showtimes: ಇಬ್ಬನ್ನ (ಕ): ಬೆ.10.45ಕ್ಕೆ, ಹುಬ್ಬಳ್ಳಿ (ಕ): ಮ.1.40ಕ್ಕೆ, ಬಡ್ಡಿ (ತೆ): ಸಂ.4.30ಕ್ಕೆ, ಶಿವಂ ಭಜೆ (ತೆ): ರಾ.7.20ಕ್ಕೆ, ರೂಪಾಂತರ (ಕ): ರಾ.9.55ಕ್ಕೆ. — [686, 490, 875, 507]
show-count: 4 — [845, 232, 850, 241]
inox-logo-text: INOX — [673, 546, 725, 568]
screen-row — [658, 753, 885, 776]
screen-row — [658, 580, 885, 594]
shows-label: ಪ್ರದರ್ಶನಗಳು — [851, 259, 880, 268]
movie-row — [657, 339, 884, 352]
show-count: 4 — [845, 178, 850, 187]
screen-showtimes: ವಿದ್ಯಾರ್ಥಿ ವಿದ್ಯಾರ್ಥಿನಿಯರೇ (ಕ): ಬೆ.11.30ಕ್ಕೆ, ಕಲ್ಕಿ 2898 ಎಡಿ (3ಡಿ)(ತೆ): ಮ.2.50ಕ್ಕೆ, ಹಿಡಿಂಬ (ಕ): ಸಂ.6.30ಕ್ಕೆ, ಕಲ್ಕಿ 2898 ಎಡಿ (ಹಿಂ): ರಾ.9.30ಕ್ಕೆ. — [686, 642, 862, 659]
screen-showtimes: ರಾಯನ್ (ತ): ಬೆ.10.30ಕ್ಕೆ, ಕಲ್ಕಿ 2898 ಎಡಿ (ಕ): ಮ.1.15ಕ್ಕೆ, ರೂಪಾಂತರ (ಕ): ಸಂ.4.35ಕ್ಕೆ, ರಾ.9ಕ್ಕೆ, ಬುದ್ಧವಿಜಾಣ (ತ): ರಾ.7ಕ್ಕೆ. — [686, 778, 871, 795]
movie-row — [657, 123, 884, 136]
theatre-name: ಲಿಡೋ — [661, 300, 679, 309]
theatre-header — [657, 109, 884, 123]
theatre-phone: (ದೂ: 2521923) — [829, 111, 880, 120]
screen-label: ಸ್ಕ್ರೀನ್ 3 — [662, 490, 681, 498]
movie-row — [657, 366, 884, 379]
cm-wife-box-text: ಪ್ರತಿ ವರ್ಷವೂ ಆಷಾಢ ಮಾಸದಲ್ಲಿ ಮುಖ್ಯಮಂತ್ರಿ ಸಿದ್ದರಾಮಯ್ಯ ಅವರ ಪತ್ನಿ ಪಾರ್ವತಿ ಅವರು ಚಾಮುಂಡಿಬೆಟ್ಟಕ್ಕೆ ಬಂದು ದೇವಿಯ ದರ್ಶನ ಪಡೆಯುತ್ತಿದ್ದು ವಾಡಿಕೆಯಾಗಿದ್ದು, ಇಂದು ಬೆಂಗಳೂರಿನಿಂದ ಚಾಮುಂಡಿಬೆಟ್ಟಕ್ಕೆ ಆಗಮಿಸಿ ಪೊಲೀಸ್ ಸಿಬ್ಬಂದಿ ಹಾಗೂ ಸಿಬ್ಬಂದಿಗಳ ಭದ್ರತೆ ಕೋಟೆಯಲ್ಲಿ ದೇವಾಲಯಕ್ಕೆ ಬಂದು ದರ್ಶನ ಪಡೆದು ಹಿಂದಿರುಗಿದರು. ಈ ವೇಳೆ ಪತ್ರಿಕಾ ಛಾಯಾಗ್ರಾಹಕರು ಫೋಟೋ ತೆಗೆಯಲು ಪ್ರಯತ್ನ ಅವಕಾಶ ನೀಡದೆ, ಕ್ಯಾಮರಾ ಆಫ್ ಮಾಡುವಂತೆ ಸೂಚನೆ ನೀಡಲಾಗುತ್ತಿತ್ತು. — [422, 137, 644, 194]
gtd-body: ಮೈಸೂರು, ಆ.2(ಎಂಕೆ)- ರಾಜ್ಯ ಕಾಂಗ್ರೆಸ್ ಸರ್ಕಾರದ ಹಗರಣಗಳ ವಿರುದ್ಧ ಬಿಜೆಪಿ-ಜೆಡಿಎಸ್ ಹಮ್ಮಿಕೊಂಡಿರುವ ಬೆಂಗಳೂರು-ಮೈಸೂರು ಚಲೋ ಪಾದಯಾತ್ರೆಯಲ್ಲಿ ಭಾಗವಹಿಸುತ್ತೇವೆ ಎಂದು ಶಾಸಕ ಜಿ.ಟಿ.ದೇವೇಗೌಡ ಹೇಳಿದರು. ಬಿಜೆಪಿಯವರು ಈಗಾಗಲೇ ಎಲ್ಲ ಸಿದ್ಧತೆಗಳನ್ನು ಮಾಡಿಕೊಂಡಿದ್ದಾರೆ ಎಂದರು. ವರಿಷ್ಠರಿಂದ ಕೇಂದ್ರ ಸಚಿವ ರಾದ ಹೆಚ್.ಡಿ.ಕುಮಾರಸ್ವಾಮಿ ಅವರ ಸೂಚನೆ ಮೇರೆಗೆ ನಾವೆಲ್ಲರೂ ಪಾದಯಾತ್ರೆಯಲ್ಲಿ ಭಾಗವಹಿಸಲಿದ್ದೇವೆ ಎಂದು ತಿಳಿಸಿದರು. ಸಿಎಂ ಸಿದ್ದರಾಮಯ್ಯ ನೋಟಿಸ್ ಕುರಿತು ಪ್ರತಿಕ್ರಿಯೆ ನೀಡಿ, ಬದ್ಧತೆಯ ರಾಜಕಾರಣ ಮಾಡಬೇಕು ಎಂದರು. ಅವರ ಪರ ಇರುವ ನಾವು ನೋಟಿಸ್ ಕೊಟ್ಟಿದ್ದು ಕೂಡಾ ಸರಿ ಎಂದರು. — [58, 491, 292, 585]
screen-row — [658, 465, 885, 488]
story-photo — [58, 1172, 106, 1232]
drc-logo-text: DRC — [677, 410, 721, 430]
pvr-logo-sub: CINEMAS — [683, 837, 709, 843]
movie-title: ಹೆಜ್ಜೆ (ತ) — [661, 340, 682, 349]
pvr-name: ಪಿವಿಆರ್ ಸಿನಿಮಾಸ್ — [774, 807, 845, 820]
karun-photo — [58, 915, 166, 1105]
pvr-logo — [661, 808, 731, 848]
harish-headline: ಶಾಸಕ ಹರೀಶ್‌ಗೌಡರಿಗೆ ಹುಟ್ಟು ಹಬ್ಬದ ಅಭಿನಂದನೆ — [57, 699, 218, 710]
show-count: 4 — [845, 205, 850, 214]
story-flight — [236, 1112, 394, 1397]
shows-label: ಪ್ರದರ್ಶನಗಳು — [851, 205, 880, 214]
cinema-listings — [656, 82, 885, 398]
story-headline: ಟ್ರಾಕ್ಟರ್‌ನಲ್ಲಿ ಕ್ವಿಂಟಾಲ್‌ಗಟ್ಟಲೆ ಡ್ರಗ್ ಸಾಗಾಟ: ಅಮೆರಿಕದಲ್ಲಿ ಇಬ್ಬರು ಭಾರತೀಯರ ಬಂಧನ — [566, 1113, 709, 1137]
masthead-logo: ಮೈಸೂರು ಮಿತ್ರ — [447, 52, 523, 70]
puja-photo-3 — [538, 540, 648, 708]
theatre-name: ಪ್ರಭಾ — [661, 354, 675, 363]
screen-label: ಸ್ಕ್ರೀನ್ 2 — [662, 467, 681, 475]
divider — [557, 1112, 558, 1397]
story-body: ನ್ಯೂಯಾರ್ಕ್ (ಅಮೆರಿಕ): ವಿಮಾನದಲ್ಲಿ ಬಾಲಕಿ ಸೇರಿದಂತೆ ಯುವತಿಯರಿಗೆ ಲೈಂಗಿಕ ದೌರ್ಜನ್ಯ ಎಸಗಿದ ಆರೋಪದ ಮೇಲೆ ಓರ್ವ ಭಾರತೀಯ ಸೇರಿ ಇಬ್ಬರನ್ನು ಅಮೆರಿಕದ ನ್ಯಾಯಾಲಯ ದೋಷಿಗಳೆಂದು ತೀರ್ಪು ನೀಡಿದೆ. ಭಾರತ ಮೂಲದ 39 ವರ್ಷದ ವ್ಯಕ್ತಿಗೆ 2024ರ ಡಿಸೆಂಬರ್‌ನಲ್ಲಿ ಶಿಕ್ಷೆ ಪ್ರಕಟವಾಗಲಿದೆ. ಇಬ್ಬರೂ ಪ್ರತ್ಯೇಕ ಪ್ರಕರಣಗಳಲ್ಲಿ ದೋಷಿಗಳಾಗಿದ್ದಾರೆ ಎಂದು ಅಮೆರಿಕದ ನ್ಯಾಯಾಂಗ ಇಲಾಖೆ ತಿಳಿಸಿದೆ. — [236, 1154, 394, 1227]
story-kidnap — [720, 1112, 885, 1397]
theatre-list — [657, 109, 884, 392]
show-count: 4 — [845, 151, 850, 160]
movie-title: ಡಿವಾಲ್ ಮೇ ಕಹಾನ್ ದಮ್ ಥಾ (ಹಿಂ) — [661, 178, 744, 187]
cinema-listings-title: ಮೈಸೂರು ಚಿತ್ರಮಂದಿರಗಳಲ್ಲಿ — [657, 83, 884, 109]
shows-label: ಪ್ರದರ್ಶನಗಳು — [851, 124, 880, 133]
gtd-headline: ಮೈಸೂರು ಚಲೋ ಪಾದಯಾತ್ರೆಯಲ್ಲಿ ಭಾಗವಹಿಸುತ್ತೇವೆ: ಜಿ.ಟಿ.ದೇವೇಗೌಡ — [62, 456, 285, 487]
mvc-cinema-ad — [657, 668, 886, 800]
theatre-header — [657, 298, 884, 312]
screen-label: ಸ್ಕ್ರೀನ್ 3 — [662, 619, 681, 627]
drc-logo — [660, 406, 738, 440]
screen-row — [658, 617, 885, 640]
pvr-phone: 2ನೇ ಮಹಡಿ, ದೂ.ನಂ: 8951357139 — [752, 834, 867, 843]
theatre-name: ಮಹದೇಶ್ವರ ಚಿತ್ರಮಂದಿರ — [661, 192, 726, 201]
screen-row — [658, 594, 885, 617]
desha-videsha-title: ದೇಶ - ವಿದೇಶ — [57, 1112, 229, 1140]
print-registration-marks — [50, 1405, 895, 1417]
mvc-screens — [658, 707, 885, 799]
screen-label: ಸ್ಕ್ರೀನ್ 1 — [662, 444, 681, 452]
drc-logo-sub: CINEMAS — [686, 430, 712, 436]
karun-quote-text: ಭಾರತ ತಂಡದಲ್ಲೂ ಪ್ರತಿನಿಧಿಸಿರುವ ನಾನು, ಮಹಾರಾಜ ಟ್ರೋಫಿ ಕೆಎಸ್‌ಸಿಎ ಟಿ20 ಪಂದ್ಯಾವಳಿಯಲ್ಲಿ ಮೈಸೂರು ವಾರಿಯರ್ಸ್ ತಂಡ ಪ್ರತಿಷ್ಠಿತ ಆಟಗಾರರ ಮಾರ್ಗದರ್ಶನದಲ್ಲಿ ಉತ್ತಮ ಪ್ರದರ್ಶನ ನೀಡಲು ಸಿದ್ಧವಾಗಿದೆ. ಶ್ರೇಷ್ಠ ಪ್ರದರ್ಶನ ನೀಡುವ ವಿಶ್ವಾಸ ಹೊಂದಿದ್ದೇನೆ. — [302, 930, 515, 958]
screen-label: ಸ್ಕ್ರೀನ್ 4 — [662, 513, 681, 521]
story-smartphone — [58, 1143, 228, 1397]
screen-showtimes: ಕಲ್ಕಿ 2898 ಎಡಿ (ಕ): ಬೆ.11.40ಕ್ಕೆ, ಸಂ.6.05ಕ್ಕೆ, ಟ್ವಿಸ್ಟರ್ಸ್ (ಇಂ): ಮ.3.20ಕ್ಕೆ, ರಾ.9.45ಕ್ಕೆ. — [686, 596, 868, 613]
theatre-header — [657, 190, 884, 204]
screen-row — [658, 442, 885, 465]
screen-showtimes: ರೂಪಾಂತರ (ಕ): ಬೆ.10.35ಕ್ಕೆ, ಲವ್ ಲಿ (ಕ): ಮ.1ಕ್ಕೆ, ಕೆಂಡ (ಕ): ಮ.3.50ಕ್ಕೆ, ಫ್ಯಾಮಿಲಿ ಡ್ರಾಮಾ (ಕ): ಸಂ.6.25ಕ್ಕೆ, ವಿದ್ಯಾರ್ಥಿ ವಿದ್ಯಾರ್ಥಿನಿಯರೇ (ಕ): ರಾ.9.15ಕ್ಕೆ. — [686, 709, 866, 726]
divider — [55, 453, 652, 454]
theatre-phone: (ದೂ: 2497199) — [829, 165, 880, 174]
movie-row — [657, 150, 884, 163]
